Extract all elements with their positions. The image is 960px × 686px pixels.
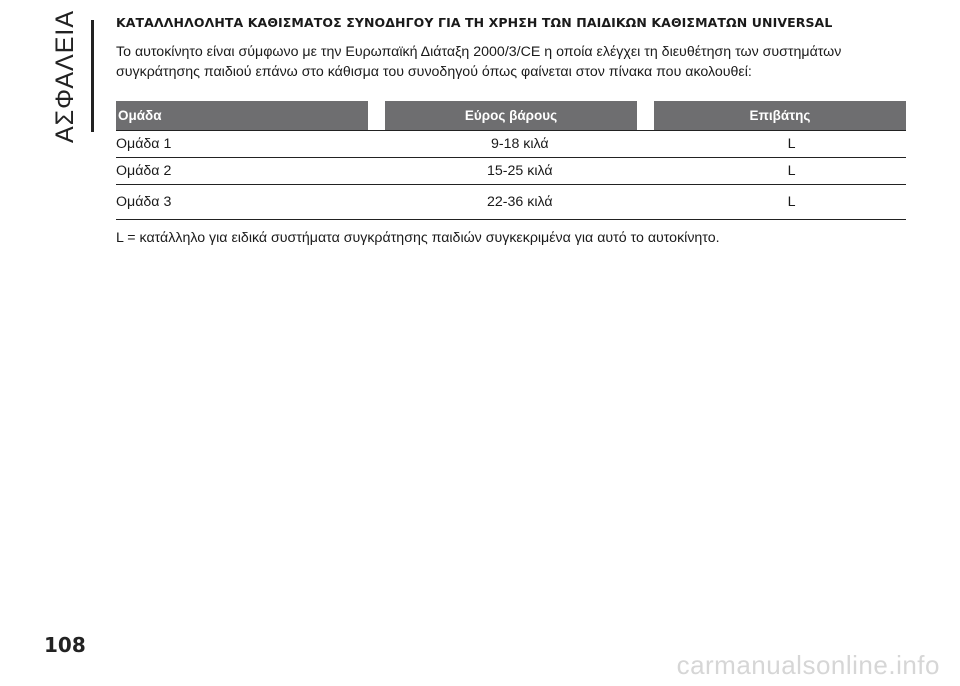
intro-line: Το αυτοκίνητο είναι σύμφωνο με την Ευρωπαϊκή Διάταξη 2000/3/CE η οποία ελέγχει τη διευθέτηση των συστημάτων [116,44,842,60]
page-heading: ΚΑΤΑΛΛΗΛΟΛΗΤΑ ΚΑΘΙΣΜΑΤΟΣ ΣΥΝΟΔΗΓΟΥ ΓΙΑ ΤΗ ΧΡΗΣΗ ΤΩΝ ΠΑΙΔΙΚΩΝ ΚΑΘΙΣΜΑΤΩΝ UNIVERSAL [116,15,833,30]
cell-passenger: L [787,163,796,179]
intro-paragraph [116,42,906,82]
section-label-text: ΑΣΦΑΛΕΙΑ [51,9,80,143]
cell-group: Ομάδα 2 [116,163,172,179]
watermark: carmanualsonline.info [676,650,940,680]
header-weight-range: Εύρος βάρους [385,101,637,130]
header-passenger: Επιβάτης [654,101,906,130]
table-row [116,131,906,158]
suitability-table [116,101,906,220]
intro-line: συγκράτησης παιδιού επάνω στο κάθισμα του συνοδηγού όπως φαίνεται στον πίνακα που ακολουθεί: [116,64,752,80]
cell-group: Ομάδα 1 [116,136,172,152]
cell-passenger: L [787,136,796,152]
header-gap [637,101,654,130]
section-label [44,9,88,143]
section-divider [91,20,94,132]
table-footnote: L = κατάλληλο για ειδικά συστήματα συγκράτησης παιδιών συγκεκριμένα για αυτό το αυτοκίνητο. [116,230,720,246]
cell-weight-range: 15-25 κιλά [487,163,553,179]
cell-passenger: L [787,194,796,210]
header-group: Ομάδα [116,101,368,130]
table-row [116,158,906,185]
cell-group: Ομάδα 3 [116,194,172,210]
cell-weight-range: 9-18 κιλά [490,136,549,152]
table-row [116,185,906,220]
table-header [116,101,906,131]
main-content [116,14,906,262]
header-gap [368,101,385,130]
cell-weight-range: 22-36 κιλά [487,194,553,210]
page-number: 108 [44,633,86,657]
